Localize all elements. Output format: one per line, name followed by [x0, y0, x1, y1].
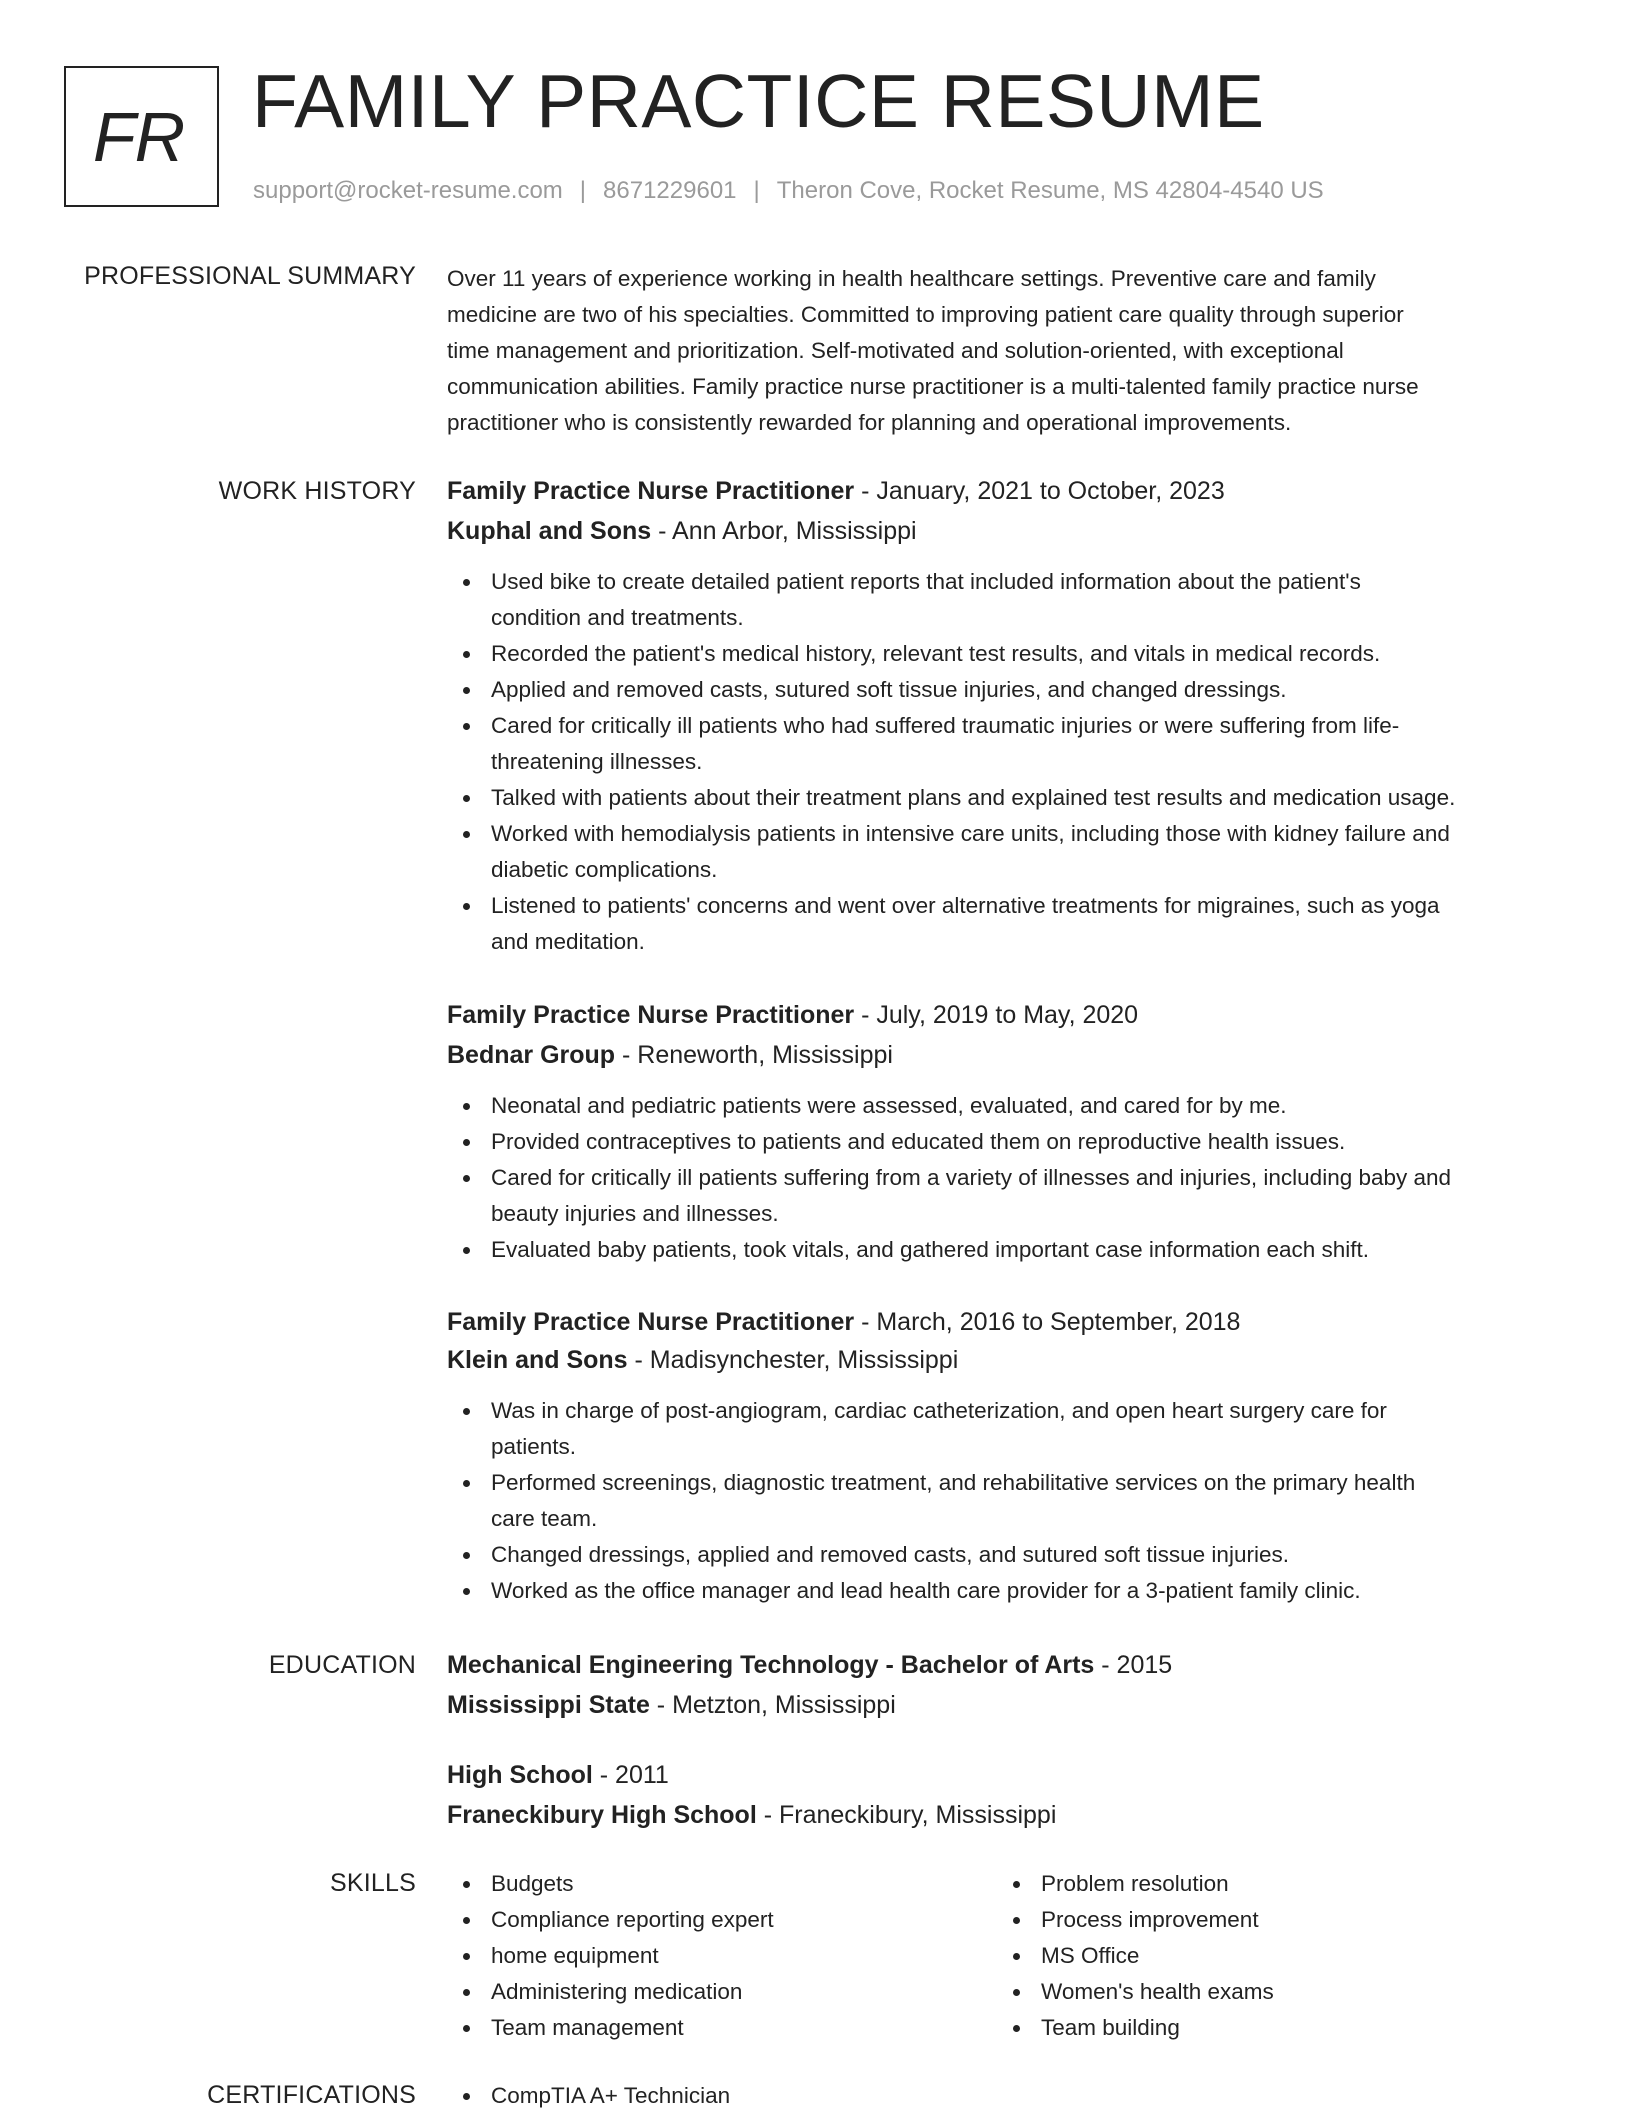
job-bullet: [447, 1124, 1577, 1160]
bullet-line: Worked as the office manager and lead health care provider for a 3-patient family clinic.: [491, 1578, 1361, 1603]
job-dates: - July, 2019 to May, 2020: [854, 1001, 1139, 1029]
job-entry: [447, 1305, 1577, 1609]
contact-address: Theron Cove, Rocket Resume, MS 42804-4540 US: [776, 177, 1324, 204]
skill-item: Problem resolution: [997, 1866, 1517, 1902]
skill-item: Team management: [447, 2010, 967, 2046]
resume-title: FAMILY PRACTICE RESUME: [252, 59, 1265, 143]
bullet-line: patients.: [491, 1434, 577, 1459]
education-school: Mississippi State: [447, 1691, 650, 1719]
education-degree: High School: [447, 1761, 593, 1789]
bullet-line: Cared for critically ill patients who had suffered traumatic injuries or were suffering from life-: [491, 713, 1400, 738]
section-label-certifications: CERTIFICATIONS: [207, 2081, 416, 2109]
job-bullet: [447, 564, 1577, 636]
section-label-summary: PROFESSIONAL SUMMARY: [84, 262, 416, 290]
bullet-line: Cared for critically ill patients suffering from a variety of illnesses and injuries, including baby and: [491, 1165, 1452, 1190]
bullet-line: diabetic complications.: [491, 857, 718, 882]
monogram-badge: [64, 66, 219, 207]
skill-item: Compliance reporting expert: [447, 1902, 967, 1938]
job-dates: - March, 2016 to September, 2018: [854, 1308, 1241, 1336]
job-entry: [447, 474, 1577, 960]
summary-line: time management and prioritization. Self-motivated and solution-oriented, with exceptional: [447, 338, 1344, 363]
skill-item: home equipment: [447, 1938, 967, 1974]
summary-body: [447, 261, 1577, 441]
skill-item: MS Office: [997, 1938, 1517, 1974]
education-year: - 2011: [592, 1761, 669, 1789]
job-heading: [447, 998, 1577, 1032]
bullet-line: Worked with hemodialysis patients in intensive care units, including those with kidney failure and: [491, 821, 1450, 846]
job-location: - Reneworth, Mississippi: [615, 1041, 893, 1069]
bullet-line: beauty injuries and illnesses.: [491, 1201, 779, 1226]
skill-item: Process improvement: [997, 1902, 1517, 1938]
certifications-body: [447, 2078, 1577, 2114]
certifications-list: [447, 2078, 1577, 2114]
job-bullet: [447, 780, 1577, 816]
contact-phone: 8671229601: [603, 177, 737, 204]
job-bullets: [447, 1393, 1577, 1609]
bullet-line: Provided contraceptives to patients and educated them on reproductive health issues.: [491, 1129, 1346, 1154]
education-entry: [447, 1648, 1577, 1722]
skill-item: Administering medication: [447, 1974, 967, 2010]
job-location: - Madisynchester, Mississippi: [627, 1346, 959, 1374]
bullet-line: Was in charge of post-angiogram, cardiac catheterization, and open heart surgery care for: [491, 1398, 1387, 1423]
section-label-work-history: WORK HISTORY: [218, 477, 416, 505]
summary-line: communication abilities. Family practice nurse practitioner is a multi-talented family practice nurse: [447, 374, 1419, 399]
bullet-line: Applied and removed casts, sutured soft tissue injuries, and changed dressings.: [491, 677, 1287, 702]
bullet-line: care team.: [491, 1506, 598, 1531]
education-heading: [447, 1648, 1577, 1682]
job-bullets: [447, 564, 1577, 960]
education-location: - Franeckibury, Mississippi: [756, 1801, 1057, 1829]
job-bullet: [447, 1537, 1577, 1573]
job-location: - Ann Arbor, Mississippi: [651, 517, 917, 545]
job-company: Klein and Sons: [447, 1346, 628, 1374]
job-bullet: [447, 1573, 1577, 1609]
summary-line: practitioner who is consistently rewarded for planning and operational improvements.: [447, 410, 1292, 435]
job-bullet: [447, 672, 1577, 708]
job-bullet: [447, 816, 1577, 888]
job-title: Family Practice Nurse Practitioner: [447, 1001, 855, 1029]
education-degree: Mechanical Engineering Technology - Bachelor of Arts: [447, 1651, 1095, 1679]
job-company: Kuphal and Sons: [447, 517, 652, 545]
contact-separator: |: [753, 177, 760, 204]
education-institution: [447, 1688, 1577, 1722]
job-bullet: [447, 1160, 1577, 1232]
job-bullet: [447, 888, 1577, 960]
bullet-line: Used bike to create detailed patient reports that included information about the patient's: [491, 569, 1361, 594]
contact-line: [253, 174, 1324, 208]
job-bullet: [447, 1232, 1577, 1268]
bullet-line: Neonatal and pediatric patients were assessed, evaluated, and cared for by me.: [491, 1093, 1287, 1118]
bullet-line: Recorded the patient's medical history, relevant test results, and vitals in medical records.: [491, 641, 1381, 666]
summary-line: Over 11 years of experience working in health healthcare settings. Preventive care and family: [447, 266, 1376, 291]
job-bullet: [447, 708, 1577, 780]
job-employer: [447, 1343, 1577, 1377]
job-title: Family Practice Nurse Practitioner: [447, 1308, 855, 1336]
contact-separator: |: [579, 177, 587, 204]
job-company: Bednar Group: [447, 1041, 616, 1069]
job-title: Family Practice Nurse Practitioner: [447, 477, 855, 505]
education-entry: [447, 1758, 1577, 1832]
skill-item: Women's health exams: [997, 1974, 1517, 2010]
job-heading: [447, 1305, 1577, 1339]
job-heading: [447, 474, 1577, 508]
bullet-line: Changed dressings, applied and removed casts, and sutured soft tissue injuries.: [491, 1542, 1289, 1567]
job-bullet: [447, 1465, 1577, 1537]
education-school: Franeckibury High School: [447, 1801, 757, 1829]
job-dates: - January, 2021 to October, 2023: [854, 477, 1225, 505]
job-employer: [447, 1038, 1577, 1072]
bullet-line: condition and treatments.: [491, 605, 744, 630]
education-year: - 2015: [1094, 1651, 1173, 1679]
education-heading: [447, 1758, 1577, 1792]
bullet-line: threatening illnesses.: [491, 749, 703, 774]
summary-line: medicine are two of his specialties. Committed to improving patient care quality through superior: [447, 302, 1404, 327]
bullet-line: and meditation.: [491, 929, 645, 954]
job-bullet: [447, 1393, 1577, 1465]
education-institution: [447, 1798, 1577, 1832]
monogram-initials: FR: [92, 97, 185, 176]
skill-item: Team building: [997, 2010, 1517, 2046]
contact-email: support@rocket-resume.com: [253, 177, 563, 204]
skill-item: Budgets: [447, 1866, 967, 1902]
job-entry: [447, 998, 1577, 1268]
skills-column-2: [997, 1866, 1517, 2046]
skills-column-1: [447, 1866, 967, 2046]
job-bullets: [447, 1088, 1577, 1268]
bullet-line: Talked with patients about their treatment plans and explained test results and medication usage.: [491, 785, 1456, 810]
bullet-line: Listened to patients' concerns and went over alternative treatments for migraines, such as yoga: [491, 893, 1440, 918]
section-label-skills: SKILLS: [330, 1869, 416, 1897]
section-label-education: EDUCATION: [268, 1651, 416, 1679]
job-bullet: [447, 636, 1577, 672]
bullet-line: Performed screenings, diagnostic treatment, and rehabilitative services on the primary health: [491, 1470, 1416, 1495]
certification-item: CompTIA A+ Technician: [447, 2078, 1577, 2114]
job-bullet: [447, 1088, 1577, 1124]
education-location: - Metzton, Mississippi: [649, 1691, 896, 1719]
bullet-line: Evaluated baby patients, took vitals, and gathered important case information each shift.: [491, 1237, 1370, 1262]
job-employer: [447, 514, 1577, 548]
